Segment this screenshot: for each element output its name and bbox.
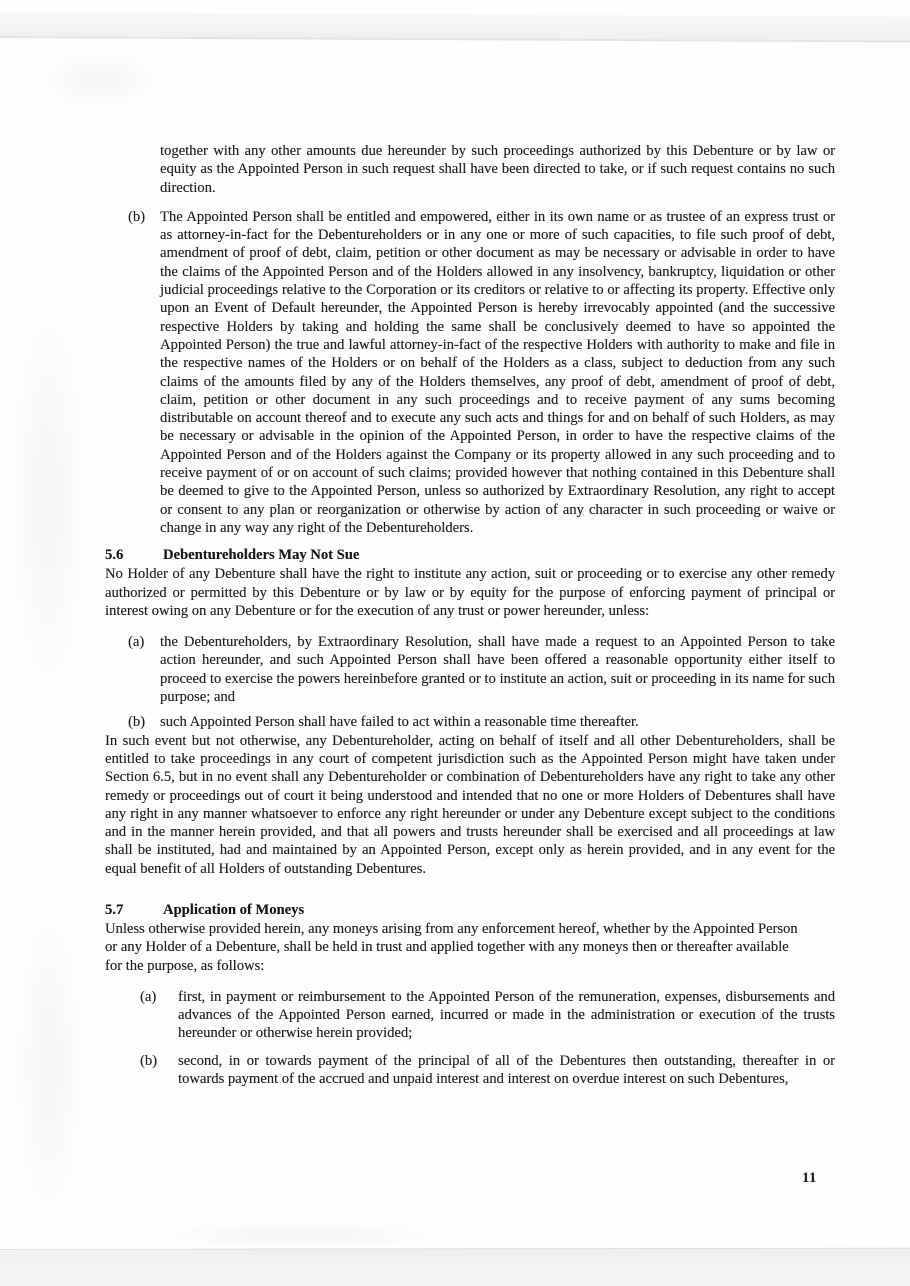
list-item-b-top: [105, 208, 835, 537]
section-title: Debentureholders May Not Sue: [163, 547, 360, 564]
item-text: such Appointed Person shall have failed to act within a reasonable time thereafter.: [160, 714, 639, 731]
list-item-a: [105, 988, 835, 1043]
section-number: 5.6: [105, 547, 124, 564]
list-item-b: [105, 1052, 835, 1089]
item-text: The Appointed Person shall be entitled and empowered, either in its own name or as trustee of an express trust or as attorney-in-fact for the Debentureholders or in any one or more of such capacities, to file such proof of debt, amendment of proof of debt, claim, petition or other document as may be necessary or advisable in order to have the claims of the Appointed Person and of the Holders allowed in any insolvency, bankruptcy, liquidation or other judicial proceedings relative to the Corporation or its creditors or relative to or affecting its property. Effective only upon an Event of Default hereunder, the Appointed Person is hereby irrevocably appointed (and the successive respective Holders by taking and holding the same shall be conclusively deemed to have so appointed the Appointed Person) the true and lawful attorney-in-fact of the respective Holders with authority to make and file in the respective names of the Holders or on behalf of the Holders as a class, subject to deduction from any such claims of the amounts filed by any of the Holders themselves, any proof of debt, amendment of proof of debt, claim, petition or other document in any such proceedings and to receive payment of any sums becoming distributable on account thereof and to execute any such acts and things for and on behalf of such Holders, as may be necessary or advisable in the opinion of the Appointed Person, in order to have the respective claims of the Appointed Person and of the Holders against the Company or its property allowed in any such proceeding and to receive payment of or on account of such claims; provided however that nothing contained in this Debenture shall be deemed to give to the Appointed Person, unless so authorized by Extraordinary Resolution, any right to accept or consent to any plan or reorganization or otherwise by action of any character in such proceeding or waive or change in any way any right of the Debentureholders.: [160, 208, 835, 536]
item-marker: (b): [128, 208, 146, 225]
section-5-6-heading: [105, 545, 835, 565]
item-marker: (a): [128, 634, 145, 651]
continuation-paragraph: together with any other amounts due hereunder by such proceedings authorized by this Debenture or by law or equity as the Appointed Person in such request shall have been directed to take, or if such request contains no such direction.: [160, 143, 835, 196]
section-5-7-heading: [105, 900, 835, 920]
scan-smudge: [40, 50, 160, 110]
item-text: the Debentureholders, by Extraordinary Resolution, shall have made a request to an Appointed Person to take action hereunder, and such Appointed Person shall have been offered a reasonable opportunity either itself to proceed to exercise the powers hereinbefore granted or to institute an action, suit or proceeding in its name for such purpose; and: [160, 634, 835, 706]
document-body: [105, 142, 835, 1088]
item-marker: (b): [140, 1052, 158, 1069]
scan-artifact-bottom-band: [0, 1248, 910, 1286]
scan-smudge: [150, 1220, 450, 1250]
scan-smudge: [14, 900, 84, 1230]
section-title: Application of Moneys: [163, 901, 305, 918]
list-item-a: [105, 633, 835, 706]
item-text: first, in payment or reimbursement to the Appointed Person of the remuneration, expenses, disbursements and advances of the Appointed Person earned, incurred or made in the administration or execution of the trusts hereunder or otherwise herein provided;: [178, 988, 835, 1042]
scan-smudge: [8, 290, 88, 710]
item-marker: (b): [128, 714, 146, 731]
list-item-b: [105, 713, 835, 731]
section-5-6-closing-paragraph: In such event but not otherwise, any Debentureholder, acting on behalf of itself and all other Debentureholders, shall be entitled to take proceedings in any court of competent jurisdiction such as the Appointed Person might have taken under Section 6.5, but in no event shall any Debentureholder or combination of Debentureholders have any right to take any other remedy or proceedings out of court it being understood and intended that no one or more Holders of Debentures shall have any right in any manner whatsoever to enforce any right hereunder or under any Debenture except subject to the conditions and in the manner herein provided, and that all powers and trusts hereunder shall be exercised and all proceedings at law shall be instituted, had and maintained by an Appointed Person, except only as herein provided, and in any event for the equal benefit of all Holders of outstanding Debentures.: [105, 732, 835, 877]
item-marker: (a): [140, 988, 157, 1005]
scan-artifact-top-band: [0, 12, 910, 43]
section-5-7-intro-paragraph: Unless otherwise provided herein, any moneys arising from any enforcement hereof, whether by the Appointed Person or any Holder of a Debenture, shall be held in trust and applied together with any moneys then or thereafter available for the purpose, as follows:: [105, 920, 798, 974]
section-5-6-intro-paragraph: No Holder of any Debenture shall have the right to institute any action, suit or proceeding or to exercise any other remedy authorized or permitted by this Debenture or by law or by equity for the purpose of enforcing payment of principal or interest owing on any Debenture or for the execution of any trust or power hereunder, unless:: [105, 566, 835, 619]
section-number: 5.7: [105, 901, 124, 918]
item-text: second, in or towards payment of the principal of all of the Debentures then outstanding, thereafter in or towards payment of the accrued and unpaid interest and interest on overdue interest on such Debentures,: [178, 1052, 835, 1088]
page-number: 11: [802, 1170, 817, 1186]
